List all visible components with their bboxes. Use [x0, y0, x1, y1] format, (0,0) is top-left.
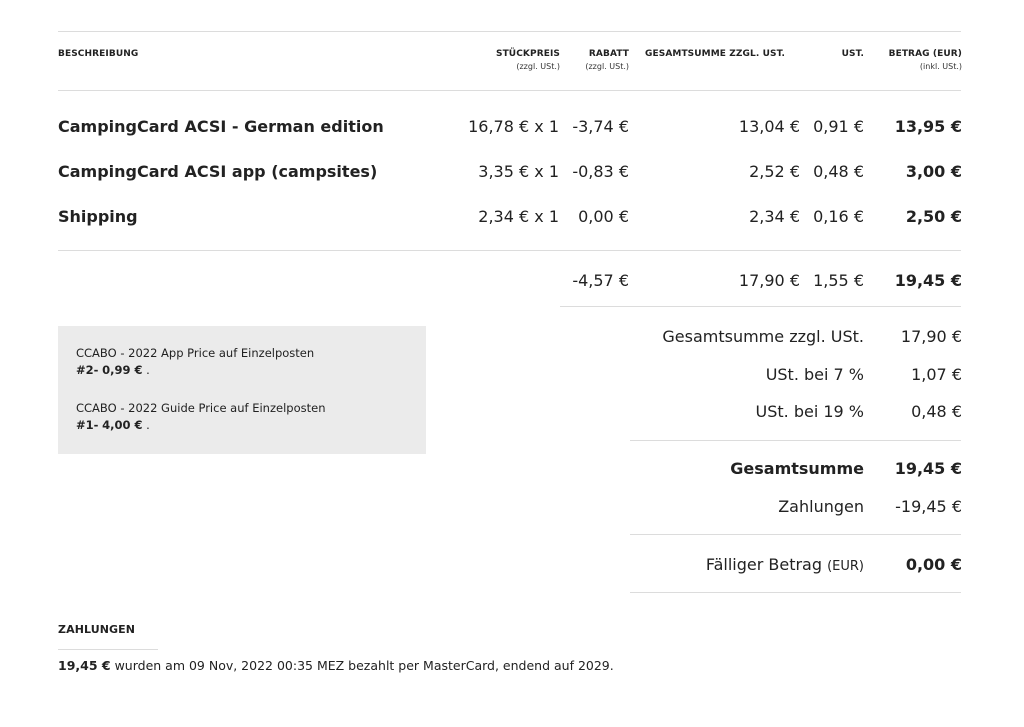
item-unit-price: 2,34 € x 1	[478, 207, 559, 226]
col-header-discount	[585, 49, 629, 71]
payments-title-underline	[58, 649, 158, 650]
col-header-discount-sub: (zzgl. USt.)	[585, 62, 629, 71]
payments-value: -19,45 €	[895, 497, 962, 516]
col-header-discount-label: RABATT	[588, 49, 629, 59]
col-header-amount	[889, 49, 962, 71]
payment-record	[58, 658, 614, 673]
total-label: Gesamtsumme	[730, 459, 864, 478]
vat7-value: 1,07 €	[911, 365, 962, 384]
due-divider	[630, 592, 961, 593]
discount-note-ref: #1-	[76, 418, 99, 432]
item-discount: -3,74 €	[572, 117, 629, 136]
col-header-total-excl: GESAMTSUMME ZZGL. UST.	[645, 49, 785, 59]
due-value: 0,00 €	[905, 555, 962, 574]
header-divider	[58, 90, 961, 91]
due-label-group	[706, 555, 864, 574]
payments-divider	[630, 534, 961, 535]
summary-divider	[630, 440, 961, 441]
discount-notes-box	[58, 326, 426, 454]
item-unit-price: 16,78 € x 1	[468, 117, 559, 136]
totals-divider	[560, 306, 961, 307]
discount-note-suffix: .	[146, 418, 150, 432]
payment-details: wurden am 09 Nov, 2022 00:35 MEZ bezahlt per MasterCard, endend auf 2029.	[110, 658, 614, 673]
discount-note-title: CCABO - 2022 Guide Price auf Einzelposten	[76, 401, 326, 415]
discount-note-detail	[76, 418, 150, 432]
item-total-excl: 2,34 €	[749, 207, 800, 226]
due-currency: (EUR)	[827, 559, 864, 574]
col-header-description: BESCHREIBUNG	[58, 49, 139, 59]
discount-note-suffix: .	[146, 363, 150, 377]
totals-total-excl: 17,90 €	[738, 271, 800, 290]
discount-note-amount: 0,99 €	[102, 363, 143, 377]
item-amount: 13,95 €	[894, 117, 962, 136]
totals-discount: -4,57 €	[572, 271, 629, 290]
subtotal-value: 17,90 €	[900, 327, 962, 346]
item-unit-price: 3,35 € x 1	[478, 162, 559, 181]
discount-note-ref: #2-	[76, 363, 99, 377]
payments-section-title: ZAHLUNGEN	[58, 623, 136, 636]
payments-label: Zahlungen	[778, 497, 864, 516]
item-discount: 0,00 €	[578, 207, 629, 226]
totals-vat: 1,55 €	[813, 271, 864, 290]
totals-amount: 19,45 €	[894, 271, 962, 290]
col-header-amount-sub: (inkl. USt.)	[919, 62, 962, 71]
item-total-excl: 13,04 €	[738, 117, 800, 136]
due-label: Fälliger Betrag	[705, 555, 822, 574]
total-value: 19,45 €	[894, 459, 962, 478]
item-description: CampingCard ACSI - German edition	[58, 117, 384, 136]
top-divider	[58, 31, 961, 32]
discount-note-detail	[76, 363, 150, 377]
col-header-unit-price-sub: (zzgl. USt.)	[516, 62, 560, 71]
items-divider	[58, 250, 961, 251]
item-amount: 2,50 €	[905, 207, 962, 226]
vat7-label: USt. bei 7 %	[765, 365, 864, 384]
payment-amount: 19,45 €	[58, 658, 111, 673]
col-header-unit-price-label: STÜCKPREIS	[495, 49, 560, 59]
item-total-excl: 2,52 €	[749, 162, 800, 181]
item-description: Shipping	[58, 207, 138, 226]
item-vat: 0,48 €	[813, 162, 864, 181]
item-vat: 0,91 €	[813, 117, 864, 136]
item-vat: 0,16 €	[813, 207, 864, 226]
item-amount: 3,00 €	[905, 162, 962, 181]
discount-note-title: CCABO - 2022 App Price auf Einzelposten	[76, 346, 315, 360]
col-header-unit-price	[496, 49, 560, 71]
item-description: CampingCard ACSI app (campsites)	[58, 162, 378, 181]
discount-note-amount: 4,00 €	[102, 418, 143, 432]
subtotal-label: Gesamtsumme zzgl. USt.	[662, 327, 864, 346]
vat19-label: USt. bei 19 %	[755, 402, 864, 421]
col-header-amount-label: BETRAG (EUR)	[888, 49, 962, 59]
col-header-vat: UST.	[841, 49, 864, 59]
vat19-value: 0,48 €	[911, 402, 962, 421]
item-discount: -0,83 €	[572, 162, 629, 181]
